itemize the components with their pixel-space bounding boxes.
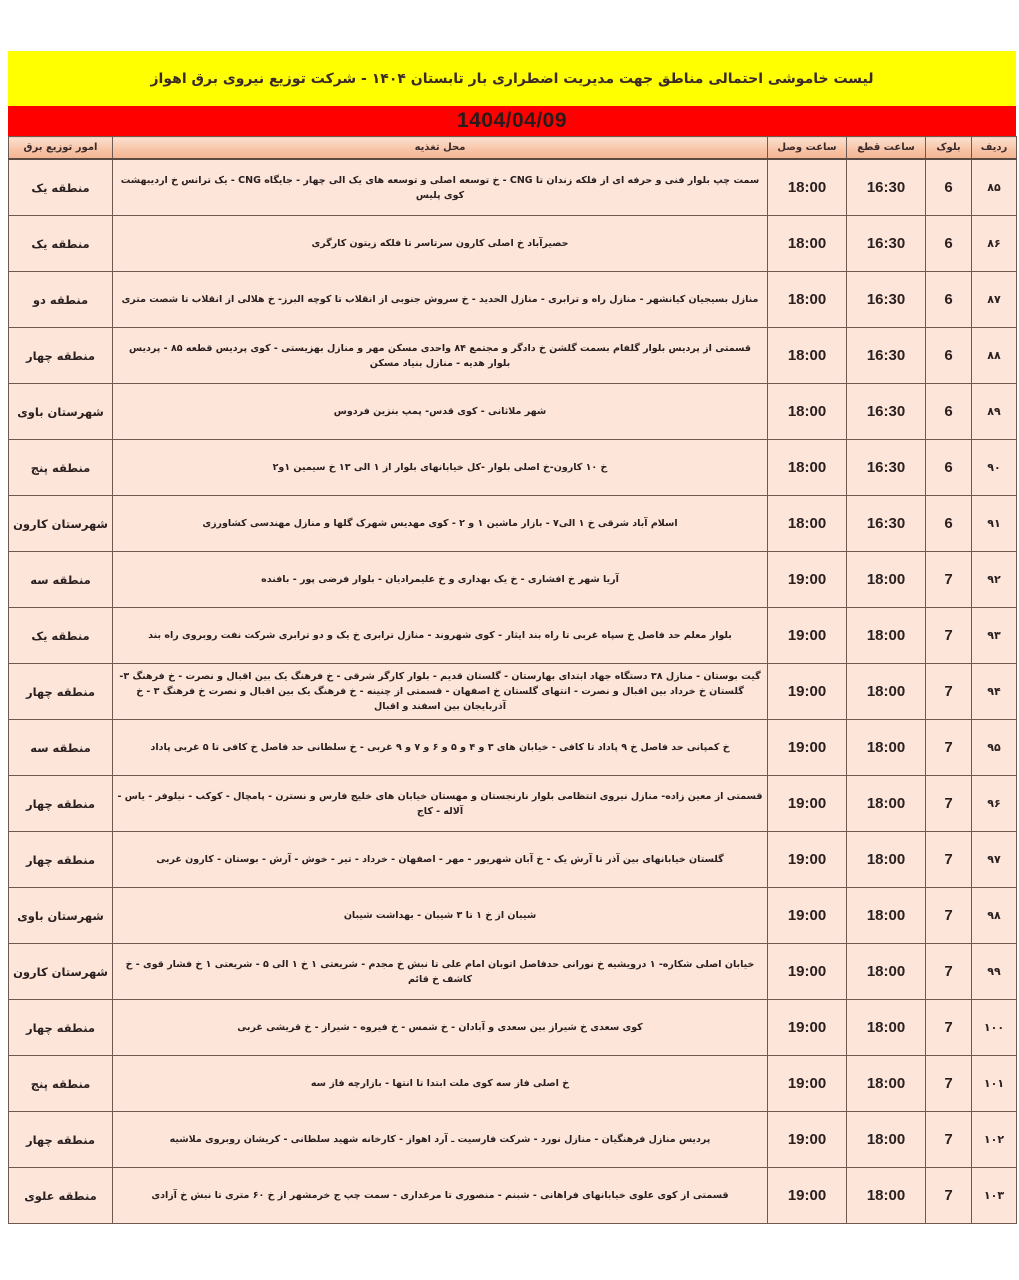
page-title: لیست خاموشی احتمالی مناطق جهت مدیریت اضطراری بار تابستان ۱۴۰۴ - شرکت توزیع نیروی برق اهواز xyxy=(150,70,874,87)
cell-block: 7 xyxy=(926,552,972,608)
cell-row-number: ۸۷ xyxy=(972,272,1017,328)
title-banner xyxy=(8,51,1016,106)
cell-row-number: ۱۰۳ xyxy=(972,1168,1017,1224)
cell-cut-time: 18:00 xyxy=(847,1112,926,1168)
cell-location: اسلام آباد شرقی خ ۱ الی۷ - بازار ماشین ۱ و ۲ - کوی مهدیس شهرک گلها و منازل مهندسی کشاورزی xyxy=(113,496,768,552)
cell-location: گیت بوستان - منازل ۳۸ دستگاه جهاد ابتدای بهارستان - گلستان قدیم - بلوار کارگر شرقی - خ فرهنگ یک بین اقبال و نصرت - خ فرهنگ ۳- گلستان خ خرداد بین اقبال و نصرت - انتهای گلستان خ اصفهان - قسمتی از چنینه - خ فرهنگ یک بین اقبال و نصرت خ فرهنگ ۳ - خ آذربایجان بین اسفند و اقبال xyxy=(113,664,768,720)
cell-cut-time: 18:00 xyxy=(847,888,926,944)
table-row xyxy=(9,608,1017,664)
cell-location: کوی سعدی خ شیراز بین سعدی و آبادان - خ شمس - خ فیروه - شیراز - خ قریشی غربی xyxy=(113,1000,768,1056)
cell-area: منطقه یک xyxy=(9,159,113,216)
col-header-connect-time: ساعت وصل xyxy=(768,137,847,160)
cell-row-number: ۸۸ xyxy=(972,328,1017,384)
cell-block: 7 xyxy=(926,944,972,1000)
cell-location: شیبان از خ ۱ تا ۳ شیبان - بهداشت شیبان xyxy=(113,888,768,944)
cell-location: خ اصلی فاز سه کوی ملت ابتدا تا انتها - بازارچه فاز سه xyxy=(113,1056,768,1112)
cell-location: خیابان اصلی شکاره- ۱ درویشیه خ نورانی حدفاصل اتوبان امام علی تا نبش خ مجدم - شریعتی ۱ خ ۱ الی ۵ - شریعتی ۱ خ فشار قوی - خ کاشف خ قائم xyxy=(113,944,768,1000)
cell-block: 7 xyxy=(926,608,972,664)
cell-row-number: ۹۳ xyxy=(972,608,1017,664)
cell-cut-time: 18:00 xyxy=(847,608,926,664)
cell-connect-time: 19:00 xyxy=(768,944,847,1000)
cell-row-number: ۱۰۱ xyxy=(972,1056,1017,1112)
cell-cut-time: 16:30 xyxy=(847,272,926,328)
cell-connect-time: 19:00 xyxy=(768,888,847,944)
cell-block: 7 xyxy=(926,720,972,776)
cell-connect-time: 19:00 xyxy=(768,608,847,664)
cell-cut-time: 18:00 xyxy=(847,776,926,832)
cell-block: 7 xyxy=(926,1056,972,1112)
cell-cut-time: 16:30 xyxy=(847,384,926,440)
cell-row-number: ۹۲ xyxy=(972,552,1017,608)
cell-row-number: ۹۴ xyxy=(972,664,1017,720)
cell-location: گلستان خیابانهای بین آذر تا آرش یک - خ آبان شهریور - مهر - اصفهان - خرداد - تیر - خوش - آرش - بوستان - کارون غربی xyxy=(113,832,768,888)
col-header-row-number: ردیف xyxy=(972,137,1017,160)
cell-location: قسمتی از معین زاده- منازل نیروی انتظامی بلوار نارنجستان و مهستان خیابان های خلیج فارس و نسترن - پامچال - کوکب - نیلوفر - یاس - آلاله - کاج xyxy=(113,776,768,832)
cell-connect-time: 19:00 xyxy=(768,1168,847,1224)
cell-area: منطقه چهار xyxy=(9,328,113,384)
cell-connect-time: 18:00 xyxy=(768,159,847,216)
table-row xyxy=(9,496,1017,552)
cell-location: شهر ملاثانی - کوی قدس- پمپ بنزین فردوس xyxy=(113,384,768,440)
cell-connect-time: 18:00 xyxy=(768,328,847,384)
cell-block: 7 xyxy=(926,832,972,888)
cell-area: منطقه چهار xyxy=(9,832,113,888)
cell-row-number: ۹۷ xyxy=(972,832,1017,888)
cell-connect-time: 19:00 xyxy=(768,664,847,720)
cell-connect-time: 19:00 xyxy=(768,832,847,888)
cell-location: خ کمپانی حد فاصل خ ۹ پاداد تا کافی - خیابان های ۳ و ۴ و ۵ و ۶ و ۷ و ۹ غربی - خ سلطانی حد فاصل خ کافی تا ۵ غربی پاداد xyxy=(113,720,768,776)
cell-row-number: ۸۹ xyxy=(972,384,1017,440)
col-header-block: بلوک xyxy=(926,137,972,160)
cell-block: 7 xyxy=(926,776,972,832)
cell-location: سمت چپ بلوار فنی و حرفه ای از فلکه زندان تا CNG - خ توسعه اصلی و توسعه های یک الی چهار - جایگاه CNG - یک ترانس خ اردیبهشت کوی پلیس xyxy=(113,159,768,216)
cell-connect-time: 19:00 xyxy=(768,1112,847,1168)
cell-block: 6 xyxy=(926,384,972,440)
cell-block: 7 xyxy=(926,1168,972,1224)
table-row xyxy=(9,272,1017,328)
cell-row-number: ۱۰۲ xyxy=(972,1112,1017,1168)
table-row xyxy=(9,664,1017,720)
cell-cut-time: 18:00 xyxy=(847,552,926,608)
cell-block: 6 xyxy=(926,496,972,552)
cell-location: قسمتی از کوی علوی خیابانهای فراهانی - شبنم - منصوری تا مرغداری - سمت چپ ج خرمشهر از خ ۶۰ متری تا نبش خ آزادی xyxy=(113,1168,768,1224)
cell-cut-time: 18:00 xyxy=(847,1000,926,1056)
cell-cut-time: 18:00 xyxy=(847,664,926,720)
table-row xyxy=(9,328,1017,384)
cell-location: پردیس منازل فرهنگیان - منازل نورد - شرکت فارسیت ـ آرد اهواز - کارخانه شهید سلطانی - کریشان روبروی ملاشیه xyxy=(113,1112,768,1168)
cell-cut-time: 18:00 xyxy=(847,720,926,776)
cell-area: منطقه سه xyxy=(9,552,113,608)
cell-block: 7 xyxy=(926,664,972,720)
table-row xyxy=(9,1000,1017,1056)
cell-location: آریا شهر خ افشاری - خ یک بهداری و خ علیمرادیان - بلوار فرضی پور - بافنده xyxy=(113,552,768,608)
cell-area: شهرستان کارون xyxy=(9,944,113,1000)
cell-connect-time: 18:00 xyxy=(768,272,847,328)
date-banner xyxy=(8,106,1016,136)
cell-block: 6 xyxy=(926,328,972,384)
cell-area: منطقه سه xyxy=(9,720,113,776)
cell-cut-time: 16:30 xyxy=(847,216,926,272)
table-row xyxy=(9,944,1017,1000)
cell-area: شهرستان باوی xyxy=(9,888,113,944)
cell-location: خ ۱۰ کارون-خ اصلی بلوار -کل خیابانهای بلوار از ۱ الی ۱۳ خ سیمین ۱و۲ xyxy=(113,440,768,496)
table-row xyxy=(9,1168,1017,1224)
table-header-row xyxy=(9,137,1017,160)
cell-row-number: ۹۸ xyxy=(972,888,1017,944)
cell-row-number: ۹۹ xyxy=(972,944,1017,1000)
outage-table xyxy=(8,136,1017,1224)
table-row xyxy=(9,832,1017,888)
cell-connect-time: 19:00 xyxy=(768,1056,847,1112)
table-row xyxy=(9,776,1017,832)
cell-cut-time: 18:00 xyxy=(847,944,926,1000)
cell-block: 6 xyxy=(926,272,972,328)
col-header-area: امور توزیع برق xyxy=(9,137,113,160)
table-row xyxy=(9,159,1017,216)
table-row xyxy=(9,552,1017,608)
col-header-cut-time: ساعت قطع xyxy=(847,137,926,160)
cell-block: 7 xyxy=(926,1000,972,1056)
table-row xyxy=(9,440,1017,496)
cell-area: منطقه یک xyxy=(9,608,113,664)
schedule-date: 1404/04/09 xyxy=(456,109,568,132)
cell-row-number: ۸۶ xyxy=(972,216,1017,272)
cell-row-number: ۹۰ xyxy=(972,440,1017,496)
cell-block: 6 xyxy=(926,440,972,496)
table-row xyxy=(9,720,1017,776)
cell-row-number: ۸۵ xyxy=(972,159,1017,216)
cell-connect-time: 18:00 xyxy=(768,496,847,552)
cell-row-number: ۹۶ xyxy=(972,776,1017,832)
cell-block: 7 xyxy=(926,888,972,944)
cell-cut-time: 16:30 xyxy=(847,440,926,496)
table-row xyxy=(9,384,1017,440)
cell-connect-time: 18:00 xyxy=(768,384,847,440)
cell-connect-time: 18:00 xyxy=(768,216,847,272)
cell-area: منطقه علوی xyxy=(9,1168,113,1224)
table-row xyxy=(9,216,1017,272)
cell-block: 7 xyxy=(926,1112,972,1168)
cell-area: منطقه چهار xyxy=(9,1112,113,1168)
cell-connect-time: 19:00 xyxy=(768,1000,847,1056)
cell-connect-time: 19:00 xyxy=(768,720,847,776)
table-row xyxy=(9,1056,1017,1112)
cell-row-number: ۹۱ xyxy=(972,496,1017,552)
cell-row-number: ۹۵ xyxy=(972,720,1017,776)
cell-connect-time: 19:00 xyxy=(768,776,847,832)
cell-row-number: ۱۰۰ xyxy=(972,1000,1017,1056)
cell-cut-time: 16:30 xyxy=(847,496,926,552)
cell-connect-time: 18:00 xyxy=(768,440,847,496)
table-row xyxy=(9,1112,1017,1168)
cell-connect-time: 19:00 xyxy=(768,552,847,608)
cell-area: منطقه چهار xyxy=(9,1000,113,1056)
cell-area: منطقه چهار xyxy=(9,664,113,720)
outage-schedule-sheet xyxy=(8,51,1016,1224)
cell-area: شهرستان باوی xyxy=(9,384,113,440)
cell-cut-time: 18:00 xyxy=(847,832,926,888)
cell-block: 6 xyxy=(926,216,972,272)
cell-block: 6 xyxy=(926,159,972,216)
cell-cut-time: 18:00 xyxy=(847,1168,926,1224)
cell-area: منطقه یک xyxy=(9,216,113,272)
cell-cut-time: 16:30 xyxy=(847,328,926,384)
table-row xyxy=(9,888,1017,944)
cell-area: منطقه چهار xyxy=(9,776,113,832)
cell-location: حصیرآباد خ اصلی کارون سرتاسر تا فلکه زیتون کارگری xyxy=(113,216,768,272)
cell-area: منطقه پنج xyxy=(9,1056,113,1112)
cell-location: منازل بسیجیان کیانشهر - منازل راه و ترابری - منازل الحدید - خ سروش جنوبی از انقلاب تا کوچه البرز- خ هلالی از انقلاب تا شصت متری xyxy=(113,272,768,328)
col-header-location: محل تغذیه xyxy=(113,137,768,160)
cell-location: قسمتی از پردیس بلوار گلفام بسمت گلشن خ دادگر و مجتمع ۸۴ واحدی مسکن مهر و منازل بهزیستی - کوی پردیس قطعه ۸۵ - پردیس بلوار هدیه - منازل بنیاد مسکن xyxy=(113,328,768,384)
cell-area: شهرستان کارون xyxy=(9,496,113,552)
cell-cut-time: 16:30 xyxy=(847,159,926,216)
cell-area: منطقه دو xyxy=(9,272,113,328)
cell-area: منطقه پنج xyxy=(9,440,113,496)
cell-location: بلوار معلم حد فاصل خ سپاه غربی تا راه بند ایثار - کوی شهروند - منازل ترابری خ یک و دو ترابری شرکت نفت روبروی راه بند xyxy=(113,608,768,664)
cell-cut-time: 18:00 xyxy=(847,1056,926,1112)
